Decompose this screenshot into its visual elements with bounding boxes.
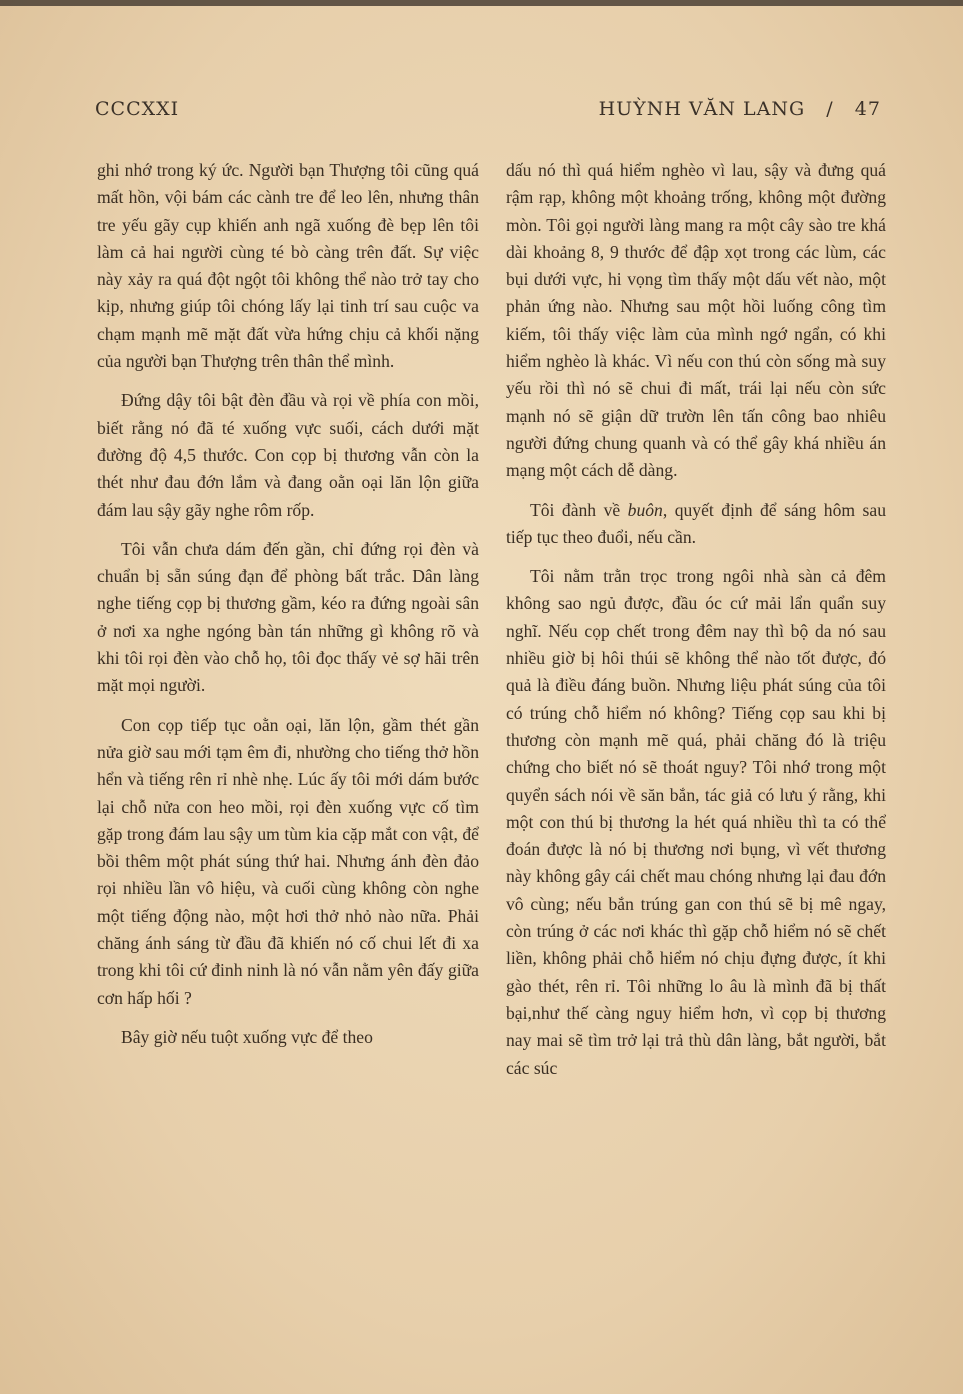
- paragraph: Bây giờ nếu tuột xuống vực để theo: [121, 1026, 373, 1047]
- text-run: , quyết định để sáng hôm sau tiếp tục theo đuổi, nếu cần.: [506, 499, 887, 547]
- running-head: HUỲNH VĂN LANG / 47: [598, 98, 881, 120]
- paragraph: Tôi nằm trằn trọc trong ngôi nhà sàn cả đêm không sao ngủ được, đầu óc cứ mải lẩn quẩn suy nghĩ. Nếu cọp chết trong đêm nay thì bộ da nó sau nhiều giờ bị hôi thúi sẽ không thể nào tốt được, đó quả là điều đáng buồn. Nhưng liệu phát súng của tôi có trúng chỗ hiểm nó không? Tiếng cọp sau khi bị thương còn mạnh mẽ quá, phải chăng đó là triệu chứng cho biết nó sẽ thoát nguy? Tôi nhớ trong một quyển sách nói về săn bắn, tác giả có lưu ý rằng, khi một con thú bị thương la hét quá nhiều thì ta có thể đoán được là nó bị thương nơi bụng, vì vết thương này không gây cái chết mau chóng nhưng lại đau đớn vô cùng; nếu bắn trúng gan con thú sẽ bị mê ngay, còn trúng ở các nơi khác thì gặp chỗ hiểm nó sẽ chết liền, không phải chỗ hiểm nó chịu đựng được, ít khi gào thét, rên rỉ. Tôi những lo âu là mình đã bị thất bại,như thế càng nguy hiểm hơn, vì cọp bị thương nay mai sẽ tìm trở lại trả thù dân làng, bắt người, bắt các súc: [506, 566, 886, 1078]
- page-header: [95, 93, 881, 125]
- paragraph: Đứng dậy tôi bật đèn đầu và rọi về phía con mồi, biết rằng nó đã té xuống vực suối, cách dưới mặt đường độ 4,5 thước. Con cọp bị thương vẫn còn la thét như đau đớn lắm và đang oằn oại lăn lộn giữa đám lau sậy gãy nghe rôm rốp.: [97, 390, 479, 520]
- paragraph: [506, 497, 886, 552]
- scan-edge: [0, 0, 963, 6]
- text-run: Tôi đành về: [530, 499, 628, 520]
- paragraph: ghi nhớ trong ký ức. Người bạn Thượng tôi cũng quá mất hồn, vội bám các cành tre để leo lên, nhưng thân tre yếu gãy cụp khiến anh ngã xuống đè bẹp lên tôi làm cả hai người cùng té bò càng trên đất. Sự việc này xảy ra quá đột ngột tôi không thể nào trở tay cho kịp, nhưng giúp tôi chóng lấy lại tinh trí sau cuộc va chạm mạnh mẽ mặt đất vừa hứng chịu cả khối nặng của người bạn Thượng trên thân thể mình.: [97, 160, 479, 372]
- paragraph: dấu nó thì quá hiểm nghèo vì lau, sậy và đưng quá rậm rạp, không một khoảng trống, không một đường mòn. Tôi gọi người làng mang ra một cây sào tre khá dài khoảng 8, 9 thước để đập xọt trong các lùm, các bụi dưới vực, hi vọng tìm thấy một dấu vết nào, một phản ứng nào. Nhưng sau một hồi luống công tìm kiếm, tôi thấy việc làm của mình ngớ ngẩn, có khi hiểm nghèo là khác. Vì nếu con thú còn sống mà suy yếu rồi thì nó sẽ chui đi mất, trái lại nếu còn sức mạnh nó sẽ giận dữ trườn lên tấn công bao nhiêu người đứng chung quanh và có thể gây khá nhiều án mạng một cách dễ dàng.: [506, 160, 886, 481]
- italic-word: buôn: [627, 499, 663, 520]
- paragraph: Tôi vẫn chưa dám đến gần, chỉ đứng rọi đèn và chuẩn bị sẵn súng đạn để phòng bất trắc. Dân làng nghe tiếng cọp bị thương gầm, kéo ra đứng ngoài sân ở nơi xa nghe ngóng bàn tán những gì không rõ và khi tôi rọi đèn vào chỗ họ, tôi đọc thấy vẻ sợ hãi trên mặt mọi người.: [97, 538, 479, 696]
- paragraph: Con cọp tiếp tục oằn oại, lăn lộn, gầm thét gần nửa giờ sau mới tạm êm đi, nhường cho tiếng thở hồn hển và tiếng rên rỉ nhè nhẹ. Lúc ấy tôi mới dám bước lại chỗ nửa con heo mồi, rọi đèn xuống vực cố tìm gặp trong đám lau sậy um tùm kia cặp mắt con vật, để bồi thêm một phát súng thứ hai. Nhưng ánh đèn đảo rọi nhiều lần vô hiệu, và cuối cùng không còn nghe một tiếng động nào, một hơi thở nhỏ nào nữa. Phải chăng ánh sáng từ đầu đã khiến nó cố chui lết đi xa trong khi tôi cứ đinh ninh là nó vẫn nằm yên đấy giữa cơn hấp hối ?: [97, 714, 479, 1008]
- right-column: [506, 157, 886, 1082]
- left-column: [97, 157, 479, 1051]
- folio: CCCXXI: [95, 98, 180, 120]
